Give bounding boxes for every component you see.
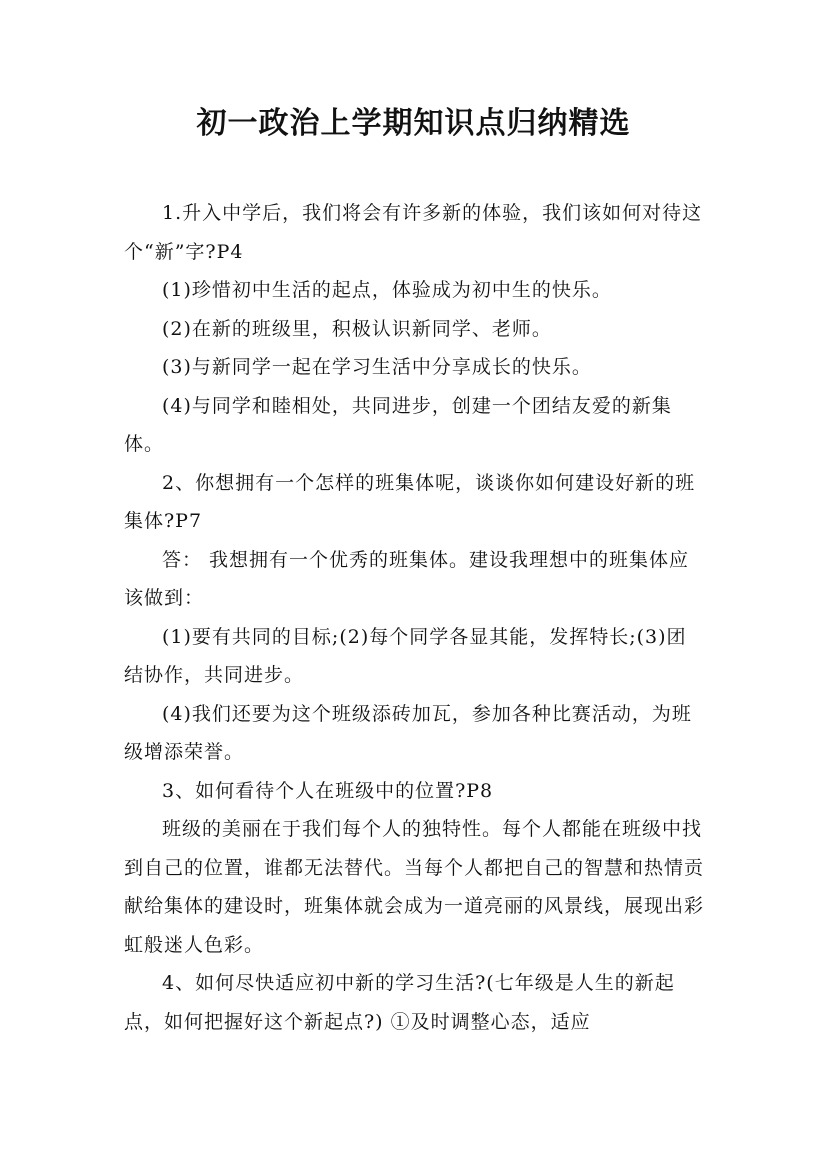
document-title: 初一政治上学期知识点归纳精选	[196, 106, 631, 141]
document-body	[124, 194, 704, 1041]
answer-1-item-2: (2)在新的班级里，积极认识新同学、老师。	[162, 317, 552, 340]
answer-3: 班级的美丽在于我们每个人的独特性。每个人都能在班级中找到自己的位置，谁都无法替代。当每个人都把自己的智慧和热情贡献给集体的建设时，班集体就会成为一道亮丽的风景线，展现出彩虹般迷人色彩。	[124, 818, 705, 956]
question-4: 4、如何尽快适应初中新的学习生活?(七年级是人生的新起点，如何把握好这个新起点?) ①及时调整心态，适应	[124, 972, 675, 1033]
answer-2-intro: 答： 我想拥有一个优秀的班集体。建设我理想中的班集体应该做到：	[124, 548, 690, 609]
answer-1-item-4: (4)与同学和睦相处，共同进步，创建一个团结友爱的新集体。	[124, 394, 672, 455]
answer-1-item-3: (3)与新同学一起在学习生活中分享成长的快乐。	[162, 356, 592, 378]
answer-1-item-1: (1)珍惜初中生活的起点，体验成为初中生的快乐。	[162, 279, 612, 301]
question-3: 3、如何看待个人在班级中的位置?P8	[162, 779, 494, 802]
question-1: 1.升入中学后，我们将会有许多新的体验，我们该如何对待这个“新”字?P4	[124, 202, 703, 263]
answer-2-item-4: (4)我们还要为这个班级添砖加瓦，参加各种比赛活动，为班级增添荣誉。	[124, 702, 692, 763]
question-2: 2、你想拥有一个怎样的班集体呢，谈谈你如何建设好新的班集体?P7	[124, 471, 696, 532]
answer-2-items-1-3: (1)要有共同的目标;(2)每个同学各显其能，发挥特长;(3)团结协作，共同进步。	[124, 625, 687, 686]
